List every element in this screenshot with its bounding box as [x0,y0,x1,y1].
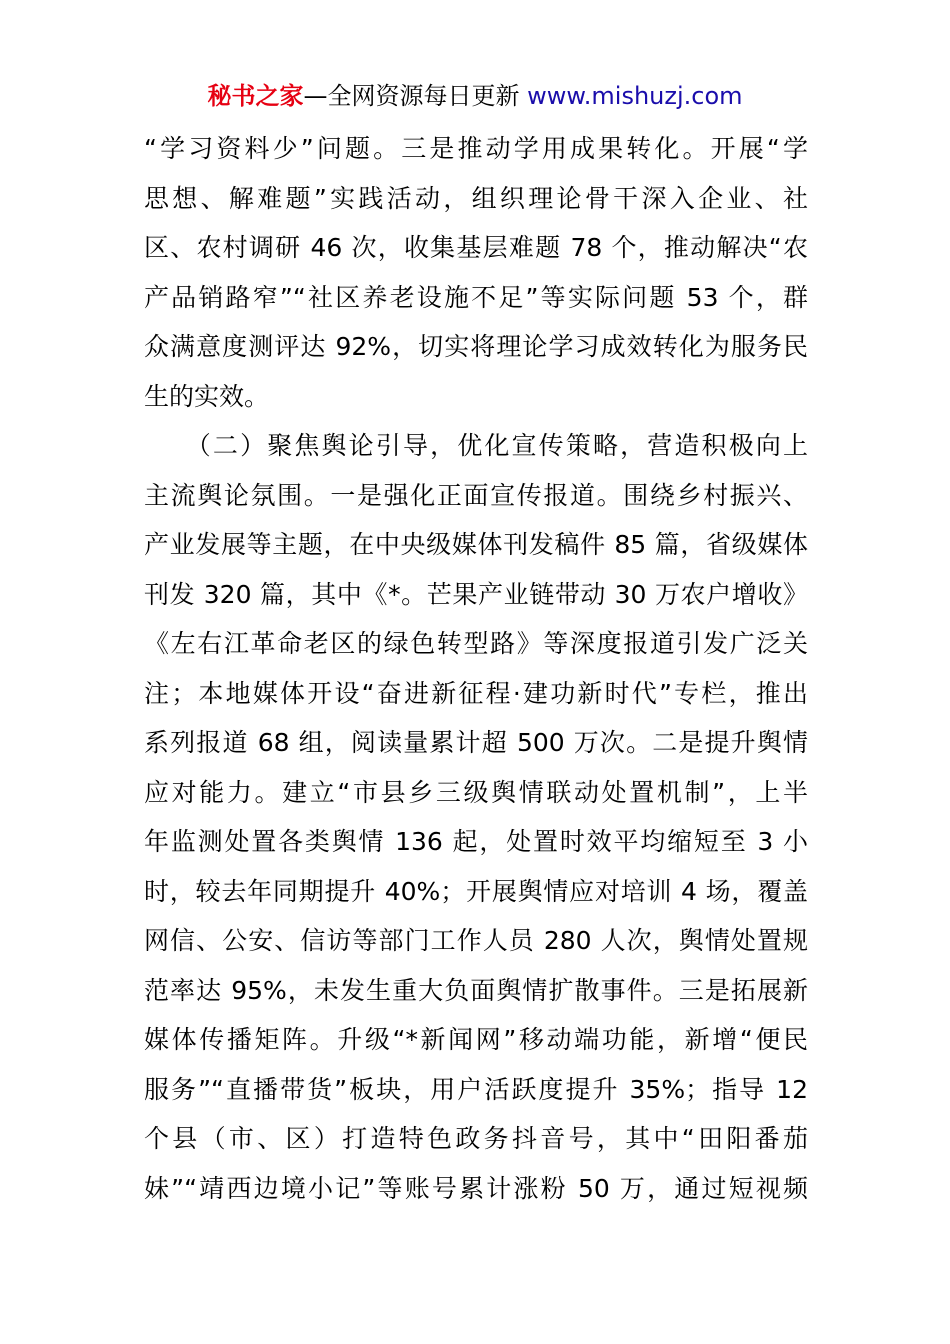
text-line: 注；本地媒体开设“奋进新征程·建功新时代”专栏，推出 [144,678,808,708]
document-body [144,124,808,1213]
site-url[interactable]: www.mishuzj.com [527,82,743,110]
text-line: 个县（市、区）打造特色政务抖音号，其中“田阳番茄 [144,1124,808,1153]
text-line: （二）聚焦舆论引导，优化宣传策略，营造积极向上 [144,431,808,460]
text-line: 网信、公安、信访等部门工作人员 280 人次，舆情处置规 [144,926,808,955]
text-line: 系列报道 68 组，阅读量累计超 500 万次。二是提升舆情 [144,728,808,757]
page-header [0,80,950,112]
text-line: 区、农村调研 46 次，收集基层难题 78 个，推动解决“农 [144,233,808,262]
text-line: 年监测处置各类舆情 136 起，处置时效平均缩短至 3 小 [144,827,808,856]
header-tagline: —全网资源每日更新 [303,82,528,110]
text-line: 媒体传播矩阵。升级“*新闻网”移动端功能，新增“便民 [144,1025,808,1054]
brand-name: 秘书之家 [207,82,304,110]
text-line: 时，较去年同期提升 40%；开展舆情应对培训 4 场，覆盖 [144,876,808,906]
text-line: 思想、解难题”实践活动，组织理论骨干深入企业、社 [144,183,808,213]
text-line: 主流舆论氛围。一是强化正面宣传报道。围绕乡村振兴、 [144,480,808,510]
text-line: 众满意度测评达 92%，切实将理论学习成效转化为服务民 [144,332,808,361]
text-line: 产业发展等主题，在中央级媒体刊发稿件 85 篇，省级媒体 [144,530,808,559]
text-line: 服务”“直播带货”板块，用户活跃度提升 35%；指导 12 [144,1074,808,1104]
text-line: 《左右江革命老区的绿色转型路》等深度报道引发广泛关 [144,629,808,658]
text-line: 刊发 320 篇，其中《*。芒果产业链带动 30 万农户增收》 [144,579,808,609]
text-line: 产品销路窄”“社区养老设施不足”等实际问题 53 个，群 [144,282,808,312]
text-line: 妹”“靖西边境小记”等账号累计涨粉 50 万，通过短视频 [144,1173,808,1203]
text-line: 生的实效。 [144,381,270,411]
text-line: 应对能力。建立“市县乡三级舆情联动处置机制”，上半 [144,777,808,807]
text-line: 范率达 95%，未发生重大负面舆情扩散事件。三是拓展新 [144,975,808,1005]
text-line: “学习资料少”问题。三是推动学用成果转化。开展“学 [144,134,808,163]
